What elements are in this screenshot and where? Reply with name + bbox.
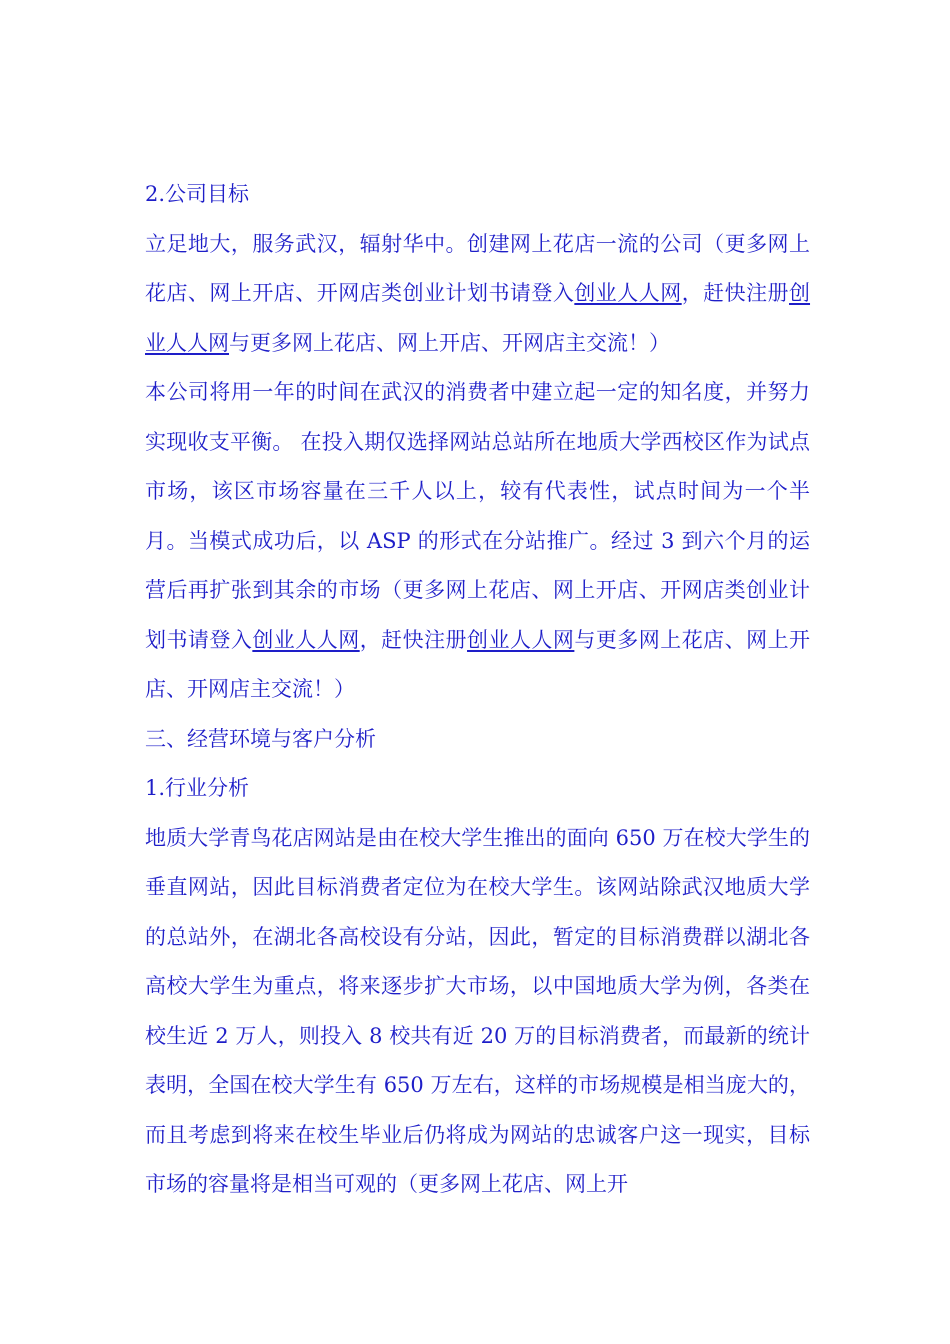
paragraph-industry-analysis: 地质大学青鸟花店网站是由在校大学生推出的面向 650 万在校大学生的垂直网站，因此目标消费者定位为在校大学生。该网站除武汉地质大学的总站外，在湖北各高校设有分站，因此，暂定的目标消费群以湖北各高校大学生为重点，将来逐步扩大市场，以中国地质大学为例，各类在校生近 2 万人，则投入 8 校共有近 20 万的目标消费者，而最新的统计表明，全国在校大学生有 650 万左右，这样的市场规模是相当庞大的，而且考虑到将来在校生毕业后仍将成为网站的忠诚客户这一现实，目标市场的容量将是相当可观的（更多网上花店、网上开 (145, 825, 810, 1196)
paragraph-text: ，赶快注册 (681, 281, 790, 305)
link-chuangye-renren[interactable]: 创业人人网 (467, 627, 575, 652)
link-chuangye-renren[interactable]: 创业人人网 (145, 281, 811, 355)
heading-section-3: 三、经营环境与客户分析 (145, 726, 376, 751)
paragraph-company-goal (145, 220, 810, 369)
paragraph-plan (145, 368, 810, 715)
paragraph-text: 与更多网上花店、网上开店、开网店主交流！） (145, 627, 811, 701)
paragraph-text: 本公司将用一年的时间在武汉的消费者中建立起一定的知名度，并努力实现收支平衡。 在投入期仅选择网站总站所在地质大学西校区作为试点市场，该区市场容量在三千人以上，较有代表性，试点时间为一个半月。当模式成功后，以 ASP 的形式在分站推广。经过 3 到六个月的运营后再扩张到其余的市场（更多网上花店、网上开店、开网店类创业计划书请登入 (145, 380, 810, 652)
link-chuangye-renren[interactable]: 创业人人网 (252, 627, 360, 652)
document-body (145, 170, 810, 1210)
paragraph-text: 立足地大，服务武汉，辐射华中。创建网上花店一流的公司（更多网上花店、网上开店、开网店类创业计划书请登入 (145, 231, 810, 305)
paragraph-text: 与更多网上花店、网上开店、开网店主交流！） (229, 330, 670, 355)
heading-industry-analysis: 1.行业分析 (145, 776, 250, 800)
heading-company-goal: 2.公司目标 (145, 182, 250, 206)
paragraph-text: ，赶快注册 (359, 627, 468, 652)
link-chuangye-renren[interactable]: 创业人人网 (574, 281, 682, 305)
